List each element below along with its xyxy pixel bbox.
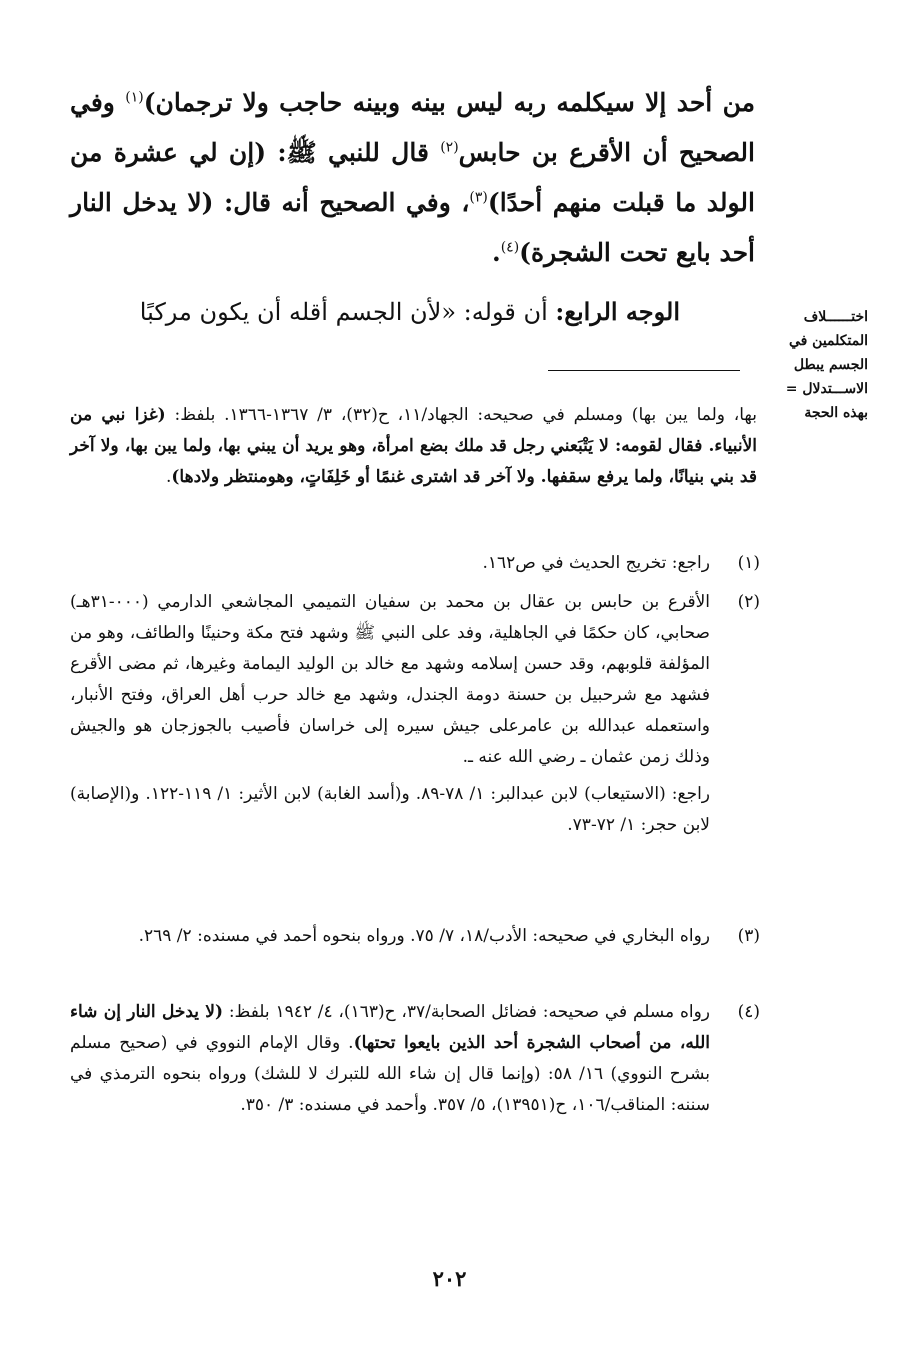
footnote-continuation-text: بها، ولما يبن بها) ومسلم في صحيحه: الجهاد/١١، ح(٣٢)، ٣/ ١٣٦٧-١٣٦٦. بلفظ: bbox=[165, 405, 757, 425]
footnote-text bbox=[70, 997, 710, 1121]
main-text-end: . bbox=[491, 238, 501, 267]
main-text-line3b: ، وفي الصحيح أنه قال: (لا يدخل النار أحد بايع تحت الشجرة) bbox=[70, 188, 755, 267]
footnote-number: (٤) bbox=[737, 1002, 760, 1022]
margin-note-line: الاســـتدلال = bbox=[785, 381, 868, 397]
footnote-text: الأقرع بن حابس بن عقال بن محمد بن سفيان التميمي المجاشعي الدارمي (٠٠٠-٣١هـ) صحابي، كان حكمًا في الجاهلية، وفد على النبي ﷺ وشهد فتح مكة وحنينًا والطائف، وهو من المؤلفة قلوبهم، وقد حسن إسلامه وشهد مع خالد بن الوليد اليمامة وغيرها، ثم مضى الأقرع فشهد مع شرحبيل بن حسنة دومة الجندل، وشهد مع خالد حرب أهل العراق، وفتح الأنبار، واستعمله عبدالله بن عامرعلى جيش سيره إلى خراسان فأصيب بالجوزجان هو والجيش وذلك زمن عثمان ـ رضي الله عنه ـ. bbox=[70, 592, 710, 767]
footnote-4-quote: (لا يدخل النار إن شاء الله، من أصحاب الشجرة أحد الذين بايعوا تحتها) bbox=[70, 1002, 710, 1053]
section-label: الوجه الرابع: bbox=[555, 297, 680, 326]
footnote-reference-text: راجع: (الاستيعاب) لابن عبدالبر: ١/ ٧٨-٨٩. و(أسد الغابة) لابن الأثير: ١/ ١١٩-١٢٢. و(الإصابة) لابن حجر: ١/ ٧٢-٧٣. bbox=[70, 784, 711, 835]
footnote-2 bbox=[70, 587, 760, 841]
main-text-line2b: قال للنبي ﷺ: (إن لي عشرة من الولد ما قبلت منهم أحدًا) bbox=[70, 138, 755, 217]
footnote-continuation-end: . bbox=[165, 467, 172, 487]
footnote-number: (٢) bbox=[737, 592, 760, 612]
footnote-4-text-end: . وقال الإمام النووي في (صحيح مسلم بشرح النووي) ١٦/ ٥٨: (وإنما قال إن شاء الله للتبرك لا للشك) ورواه بنحوه الترمذي في سننه: المناقب/١٠٦، ح(١٣٩٥١)، ٥/ ٣٥٧. وأحمد في مسنده: ٣/ ٣٥٠. bbox=[70, 1033, 711, 1115]
footnote-number: (٣) bbox=[737, 926, 760, 946]
section-text: أن قوله: «لأن الجسم أقله أن يكون مركبًا bbox=[139, 298, 556, 326]
margin-note-line: اختــــــلاف bbox=[803, 309, 868, 325]
footnote-ref-4[interactable]: (٤) bbox=[500, 239, 520, 256]
margin-note bbox=[768, 305, 868, 425]
section-fourth-aspect bbox=[70, 292, 680, 332]
footnote-text: راجع: تخريج الحديث في ص١٦٢. bbox=[482, 553, 710, 573]
footnote-ref-2[interactable]: (٢) bbox=[440, 139, 459, 156]
main-text-line2a: وفي الصحيح أن الأقرع بن حابس bbox=[70, 88, 755, 167]
margin-note-line: بهذه الحجة bbox=[804, 405, 868, 421]
main-text-line1: من أحد إلا سيكلمه ربه ليس بينه وبينه حاجب ولا ترجمان) bbox=[143, 88, 755, 117]
footnote-4-text: رواه مسلم في صحيحه: فضائل الصحابة/٣٧، ح(١٦٣)، ٤/ ١٩٤٢ بلفظ: bbox=[223, 1002, 711, 1022]
footnote-ref-1[interactable]: (١) bbox=[125, 89, 144, 106]
footnote-text: رواه البخاري في صحيحه: الأدب/١٨، ٧/ ٧٥. ورواه بنحوه أحمد في مسنده: ٢/ ٢٦٩. bbox=[138, 926, 710, 946]
footnote-3 bbox=[70, 921, 760, 952]
margin-note-line: الجسم يبطل bbox=[793, 357, 868, 373]
main-paragraph bbox=[70, 78, 755, 278]
footnote-continuation-quote: (غزا نبي من الأنبياء. فقال لقومه: لا يَتْبَعني رجل قد ملك بضع امرأة، وهو يريد أن يبني بها، ولما يبن بها، ولا آخر قد بني بنيانًا، ولما يرفع سقفها. ولا آخر قد اشترى غنمًا أو خَلِفَاتٍ، وهومنتظر ولادها) bbox=[70, 405, 757, 487]
page-number: ٢٠٢ bbox=[432, 1266, 467, 1291]
footnote-4 bbox=[70, 997, 760, 1121]
footnote-number: (١) bbox=[737, 553, 760, 573]
footnote-ref-3[interactable]: (٣) bbox=[469, 189, 488, 206]
footnote-1 bbox=[70, 548, 760, 579]
footnote-continuation bbox=[70, 400, 757, 493]
main-text-block bbox=[70, 78, 755, 278]
footnote-separator bbox=[548, 370, 740, 371]
margin-note-line: المتكلمين في bbox=[788, 333, 868, 349]
